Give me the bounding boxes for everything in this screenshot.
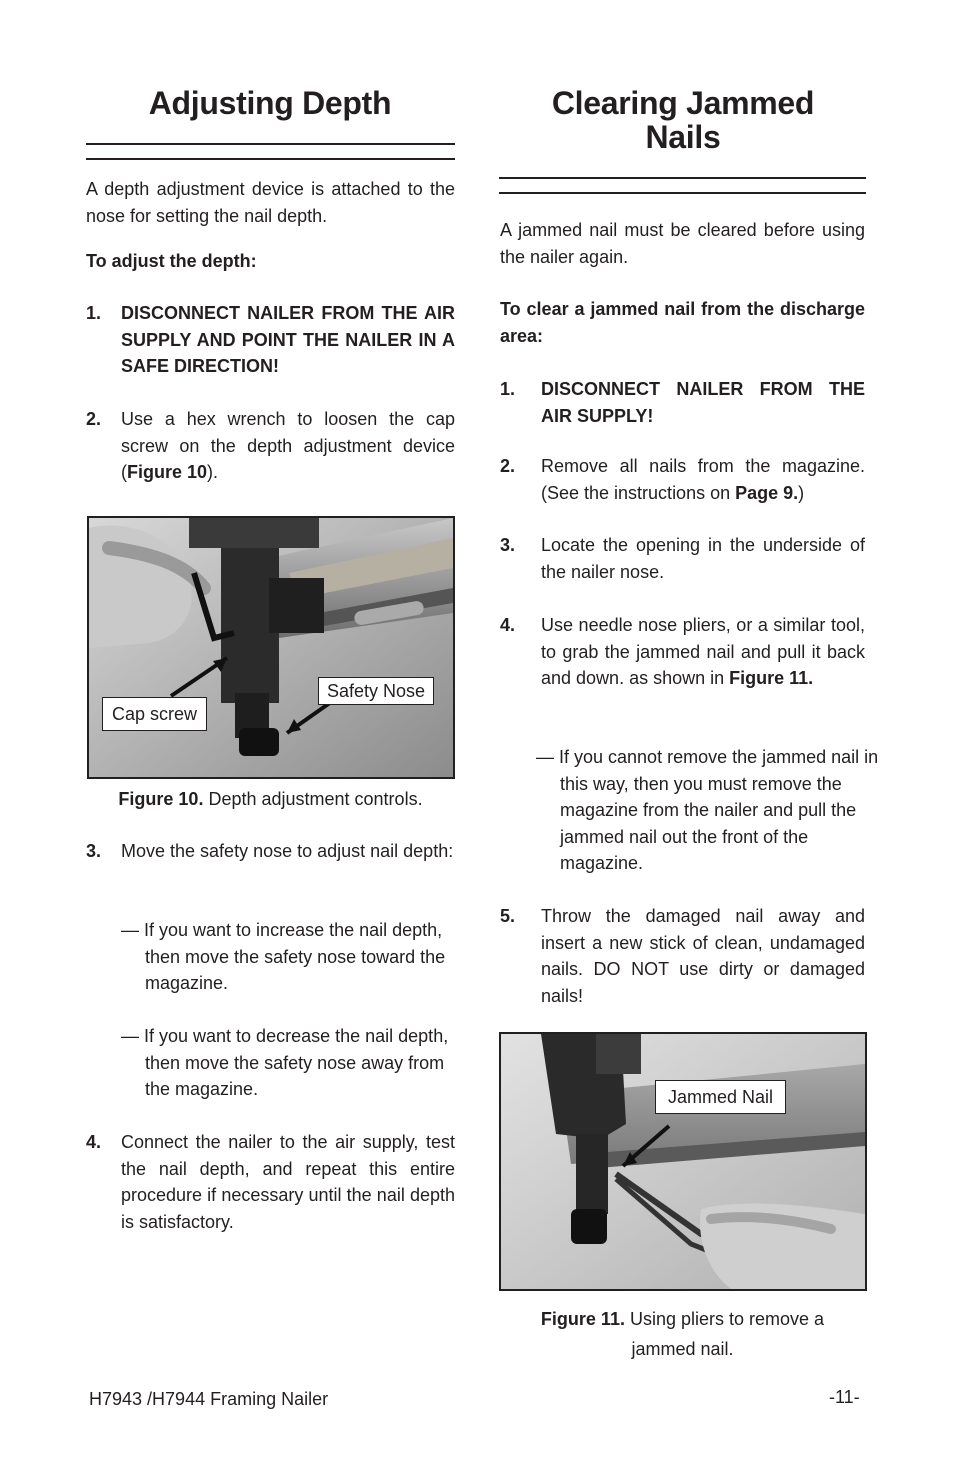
right-step-4-number: 4. xyxy=(500,615,516,635)
right-step-4-text: Use needle nose pliers, or a similar tool, to grab the jammed nail and pull it back and down. as shown in Figure 11. xyxy=(541,615,865,688)
left-step-4-text: Connect the nailer to the air supply, test the nail depth, and repeat this entire procedure if necessary until the nail depth is satisfactory. xyxy=(121,1132,455,1232)
left-step-3-option-increase: — If you want to increase the nail depth, then move the safety nose toward the magazine. xyxy=(121,920,446,993)
left-step-3-number: 3. xyxy=(86,841,102,861)
figure-11-image xyxy=(499,1032,867,1291)
figure-11-caption: Figure 11. Using pliers to remove a jammed nail. xyxy=(540,1309,825,1359)
left-step-1-text: DISCONNECT NAILER FROM THE AIR SUPPLY AND POINT THE NAILER IN A SAFE DIRECTION! xyxy=(121,303,455,376)
right-title-rule-top xyxy=(499,177,866,179)
right-step-5-text: Throw the damaged nail away and insert a new stick of clean, undamaged nails. DO NOT use dirty or damaged nails! xyxy=(541,906,865,1006)
cap-screw-label: Cap screw xyxy=(102,697,207,731)
left-title-rule-bottom xyxy=(86,158,455,160)
left-title: Adjusting Depth xyxy=(148,85,392,121)
figure-10-reference: Figure 10 xyxy=(127,462,208,482)
left-step-4-number: 4. xyxy=(86,1132,102,1152)
left-step-1-number: 1. xyxy=(86,303,102,323)
left-step-3-option-decrease: — If you want to decrease the nail depth, then move the safety nose away from the magazine. xyxy=(121,1026,449,1099)
right-step-5-number: 5. xyxy=(500,906,516,926)
right-step-3-number: 3. xyxy=(500,535,516,555)
right-title-rule-bottom xyxy=(499,192,866,194)
left-subheading: To adjust the depth: xyxy=(86,251,257,271)
left-intro: A depth adjustment device is attached to the nose for setting the nail depth. xyxy=(86,179,455,226)
footer-page-number: -11- xyxy=(829,1387,860,1407)
right-step-2-number: 2. xyxy=(500,456,516,476)
right-step-4-option: — If you cannot remove the jammed nail in this way, then you must remove the magazine from the nailer and pull the jammed nail out the front of the magazine. xyxy=(536,747,879,873)
footer-model: H7943 /H7944 Framing Nailer xyxy=(89,1389,329,1409)
left-title-rule-top xyxy=(86,143,455,145)
figure-10-image xyxy=(87,516,455,779)
right-step-2-text: Remove all nails from the magazine. (See the instructions on Page 9.) xyxy=(541,456,865,503)
right-step-3-text: Locate the opening in the underside of the nailer nose. xyxy=(541,535,865,582)
left-step-2-number: 2. xyxy=(86,409,102,429)
right-subheading: To clear a jammed nail from the discharge area: xyxy=(500,299,865,346)
right-step-1-number: 1. xyxy=(500,379,516,399)
figure-11-reference: Figure 11. xyxy=(729,668,814,688)
right-step-1-text: DISCONNECT NAILER FROM THE AIR SUPPLY! xyxy=(541,379,865,426)
figure-10-caption: Figure 10. Depth adjustment controls. xyxy=(118,789,423,809)
right-title: Clearing Jammed Nails xyxy=(551,85,815,155)
right-intro: A jammed nail must be cleared before using the nailer again. xyxy=(500,220,865,267)
safety-nose-label: Safety Nose xyxy=(318,677,434,705)
page-9-reference: Page 9. xyxy=(735,482,799,503)
jammed-nail-label: Jammed Nail xyxy=(655,1080,786,1114)
left-step-2-text: Use a hex wrench to loosen the cap screw on the depth adjustment device (Figure 10). xyxy=(121,409,455,482)
left-step-3-text: Move the safety nose to adjust nail depth: xyxy=(121,841,454,861)
